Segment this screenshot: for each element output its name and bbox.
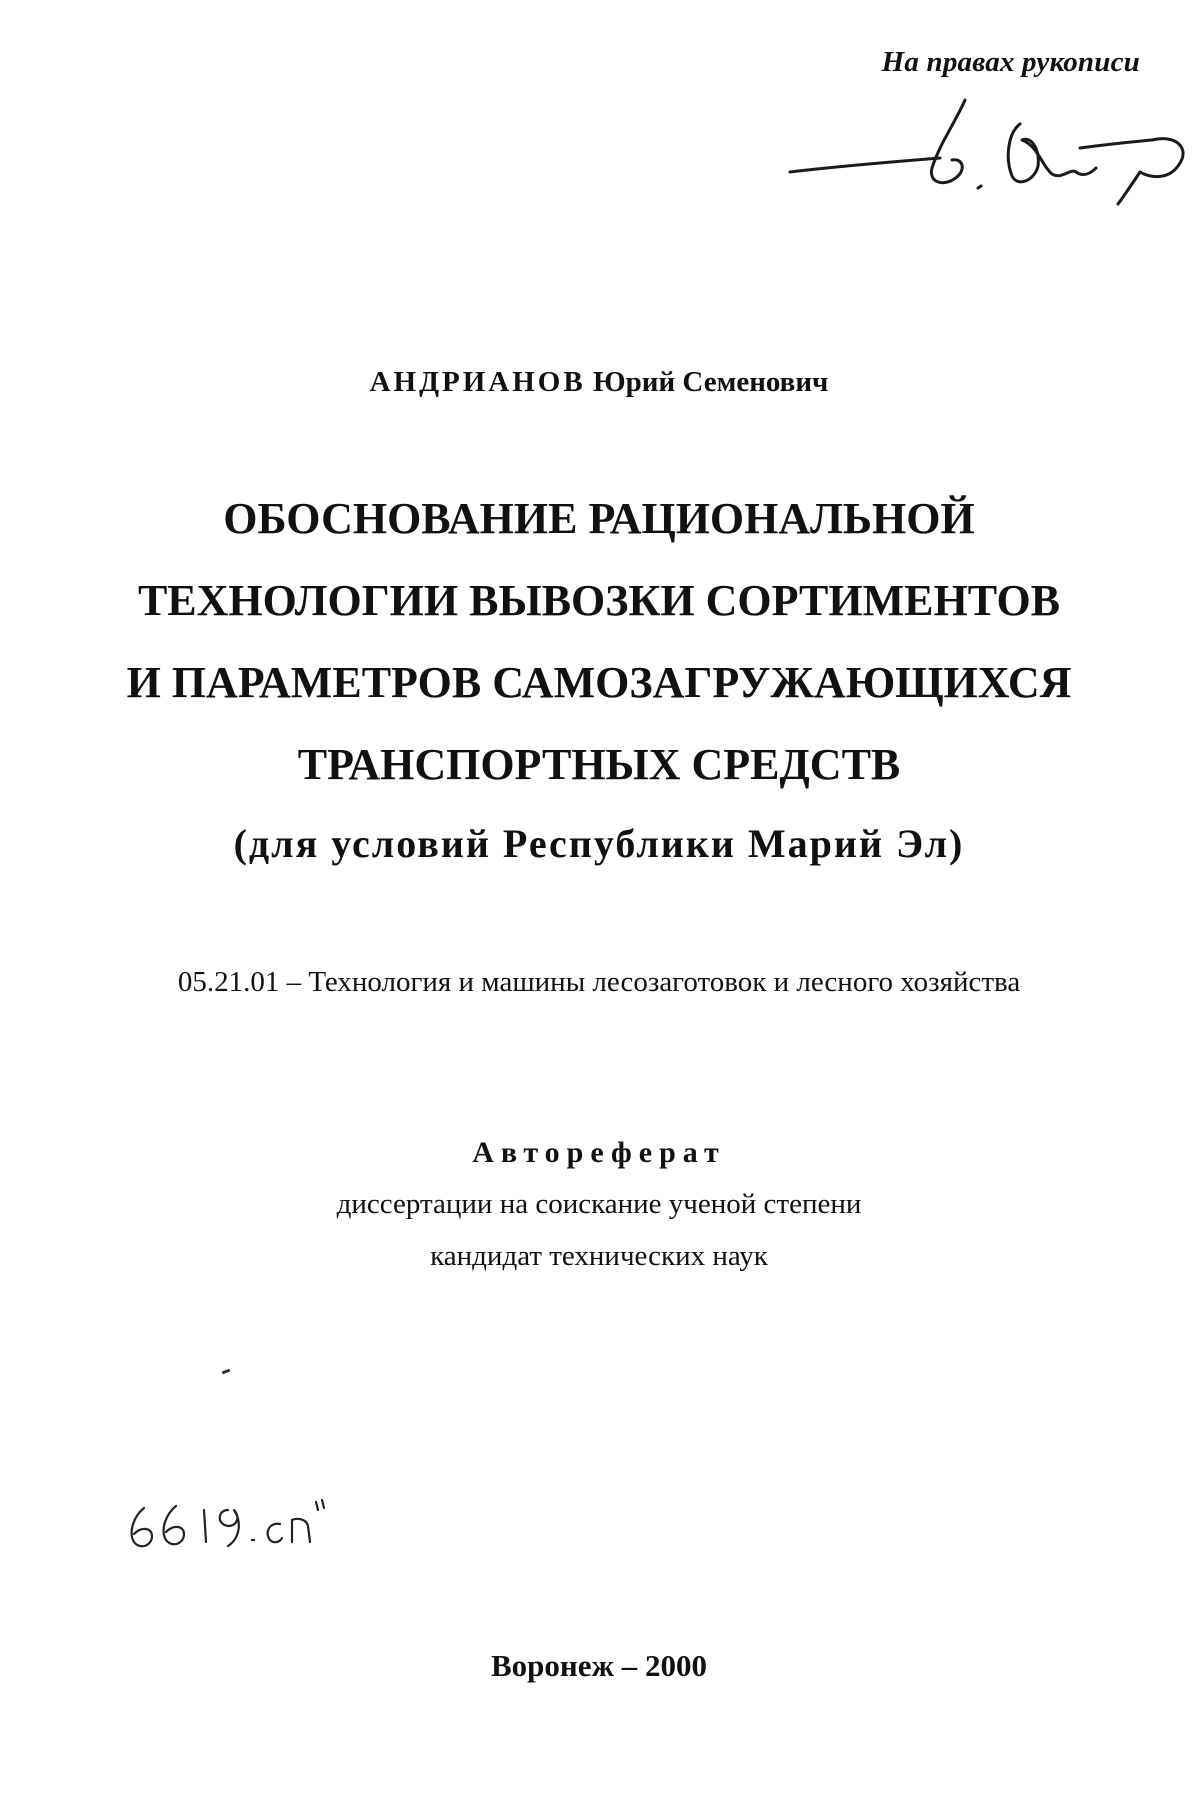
signature-icon — [780, 88, 1198, 228]
dissertation-title — [0, 478, 1198, 806]
scan-speck — [222, 1369, 231, 1375]
title-subtitle: (для условий Республики Марий Эл) — [233, 821, 965, 866]
specialty-code: 05.21.01 – Технология и машины лесозаготовок и лесного хозяйства — [177, 966, 1021, 998]
author-surname: АНДРИАНОВ — [369, 366, 586, 398]
abstract-label: Автореферат — [472, 1136, 726, 1169]
abstract-degree-name: кандидат технических наук — [430, 1240, 768, 1272]
abstract-degree-line: диссертации на соискание ученой степени — [336, 1188, 862, 1220]
title-line: ТЕХНОЛОГИИ ВЫВОЗКИ СОРТИМЕНТОВ — [137, 576, 1061, 625]
author-given-names: Юрий Семенович — [592, 366, 829, 398]
title-line: ТРАНСПОРТНЫХ СРЕДСТВ — [297, 740, 901, 789]
author-name — [0, 366, 1198, 399]
city-year: Воронеж – 2000 — [490, 1648, 708, 1683]
title-line: И ПАРАМЕТРОВ САМОЗАГРУЖАЮЩИХСЯ — [126, 658, 1072, 707]
handwritten-note-icon — [120, 1480, 360, 1560]
rights-note: На правах рукописи — [881, 46, 1140, 78]
title-line: ОБОСНОВАНИЕ РАЦИОНАЛЬНОЙ — [223, 494, 975, 543]
